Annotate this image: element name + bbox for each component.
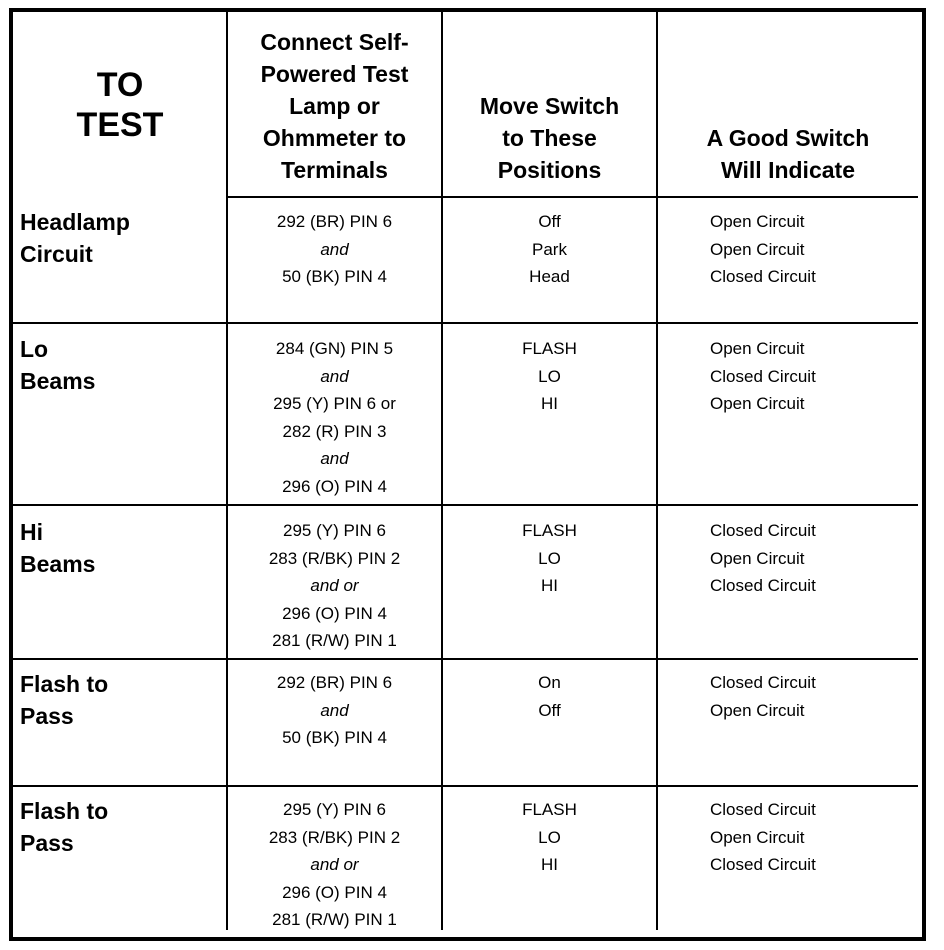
row-label-line: Beams	[20, 368, 96, 394]
header-to-test	[14, 55, 226, 155]
header-line: Move Switch	[479, 93, 620, 119]
result-line: Closed Circuit	[710, 855, 816, 874]
position-line: HI	[541, 576, 558, 595]
header-line: TO	[96, 66, 144, 104]
terminals-cell	[228, 669, 441, 752]
terminal-line: 292 (BR) PIN 6	[276, 673, 393, 692]
result-line: Closed Circuit	[710, 267, 816, 286]
row-divider	[13, 322, 918, 324]
terminal-line: 296 (O) PIN 4	[282, 476, 387, 496]
position-line: FLASH	[522, 800, 577, 819]
result-line: Closed Circuit	[710, 673, 816, 692]
header-line: Powered Test	[260, 61, 409, 87]
result-line: Open Circuit	[710, 339, 805, 358]
terminal-line: and or	[310, 576, 359, 595]
terminal-line: 296 (O) PIN 4	[282, 603, 387, 623]
result-line: Open Circuit	[710, 394, 805, 413]
terminal-line: and	[320, 449, 349, 468]
row-label-hi-beams	[14, 516, 226, 580]
header-move-switch	[443, 80, 656, 186]
header-line: to These	[502, 125, 597, 151]
row-label-line: Flash to	[20, 671, 109, 697]
result-line: Closed Circuit	[710, 576, 816, 595]
row-label-line: Pass	[20, 830, 74, 856]
terminal-line: and or	[310, 855, 359, 874]
results-cell	[706, 335, 906, 418]
row-divider	[13, 658, 918, 660]
header-divider	[226, 196, 918, 198]
terminal-line: 292 (BR) PIN 6	[276, 212, 393, 231]
header-line: Positions	[497, 157, 602, 183]
terminal-line: and	[320, 700, 349, 720]
terminal-line: 50 (BK) PIN 4	[282, 728, 387, 747]
terminal-line: 282 (R) PIN 3	[282, 421, 387, 441]
position-line: LO	[538, 366, 561, 386]
row-label-line: Lo	[20, 336, 49, 362]
row-divider	[13, 785, 918, 787]
results-cell	[706, 796, 906, 879]
position-line: LO	[538, 548, 561, 568]
results-cell	[706, 208, 906, 291]
terminal-line: 295 (Y) PIN 6	[283, 521, 386, 540]
row-label-lo-beams	[14, 333, 226, 397]
terminals-cell	[228, 208, 441, 291]
terminal-line: 283 (R/BK) PIN 2	[268, 548, 401, 568]
position-line: Head	[529, 267, 570, 286]
row-label-flash-to-pass	[14, 795, 226, 859]
header-line: Terminals	[281, 157, 388, 183]
position-line: LO	[538, 827, 561, 847]
results-cell	[706, 669, 906, 724]
positions-cell	[443, 517, 656, 600]
header-line: A Good Switch	[706, 125, 870, 151]
row-label-line: Beams	[20, 551, 96, 577]
result-line: Closed Circuit	[710, 800, 816, 819]
result-line: Open Circuit	[710, 239, 805, 259]
terminals-cell	[228, 517, 441, 655]
terminal-line: 295 (Y) PIN 6 or	[273, 394, 396, 413]
row-label-line: Hi	[20, 519, 43, 545]
position-line: FLASH	[522, 339, 577, 358]
row-label-line: Flash to	[20, 798, 109, 824]
result-line: Open Circuit	[710, 827, 805, 847]
row-label-flash-to-pass	[14, 668, 226, 732]
terminal-line: and	[320, 239, 349, 259]
result-line: Closed Circuit	[710, 521, 816, 540]
row-label-line: Pass	[20, 703, 74, 729]
position-line: FLASH	[522, 521, 577, 540]
positions-cell	[443, 208, 656, 291]
position-line: HI	[541, 394, 558, 413]
terminal-line: 295 (Y) PIN 6	[283, 800, 386, 819]
row-label-line: Headlamp	[20, 209, 130, 235]
terminal-line: and	[320, 366, 349, 386]
header-connect	[228, 20, 441, 186]
header-line: Connect Self-	[260, 29, 409, 55]
header-line: TEST	[76, 106, 164, 144]
terminal-line: 296 (O) PIN 4	[282, 882, 387, 902]
result-line: Open Circuit	[710, 548, 805, 568]
row-label-line: Circuit	[20, 241, 93, 267]
row-divider	[13, 504, 918, 506]
header-line: Will Indicate	[721, 157, 855, 183]
position-line: On	[538, 673, 561, 692]
terminal-line: 50 (BK) PIN 4	[282, 267, 387, 286]
position-line: Off	[538, 212, 561, 231]
result-line: Closed Circuit	[710, 366, 816, 386]
terminals-cell	[228, 335, 441, 500]
result-line: Open Circuit	[710, 700, 805, 720]
position-line: Off	[538, 700, 561, 720]
terminal-line: 283 (R/BK) PIN 2	[268, 827, 401, 847]
terminals-cell	[228, 796, 441, 934]
result-line: Open Circuit	[710, 212, 805, 231]
header-line: Lamp or	[289, 93, 380, 119]
terminal-line: 281 (R/W) PIN 1	[272, 910, 397, 929]
positions-cell	[443, 669, 656, 724]
positions-cell	[443, 335, 656, 418]
positions-cell	[443, 796, 656, 879]
header-good-switch	[658, 120, 918, 186]
position-line: Park	[532, 239, 567, 259]
results-cell	[706, 517, 906, 600]
terminal-line: 284 (GN) PIN 5	[275, 339, 394, 358]
row-label-headlamp	[14, 206, 226, 270]
terminal-line: 281 (R/W) PIN 1	[272, 631, 397, 650]
header-line: Ohmmeter to	[262, 125, 407, 151]
position-line: HI	[541, 855, 558, 874]
